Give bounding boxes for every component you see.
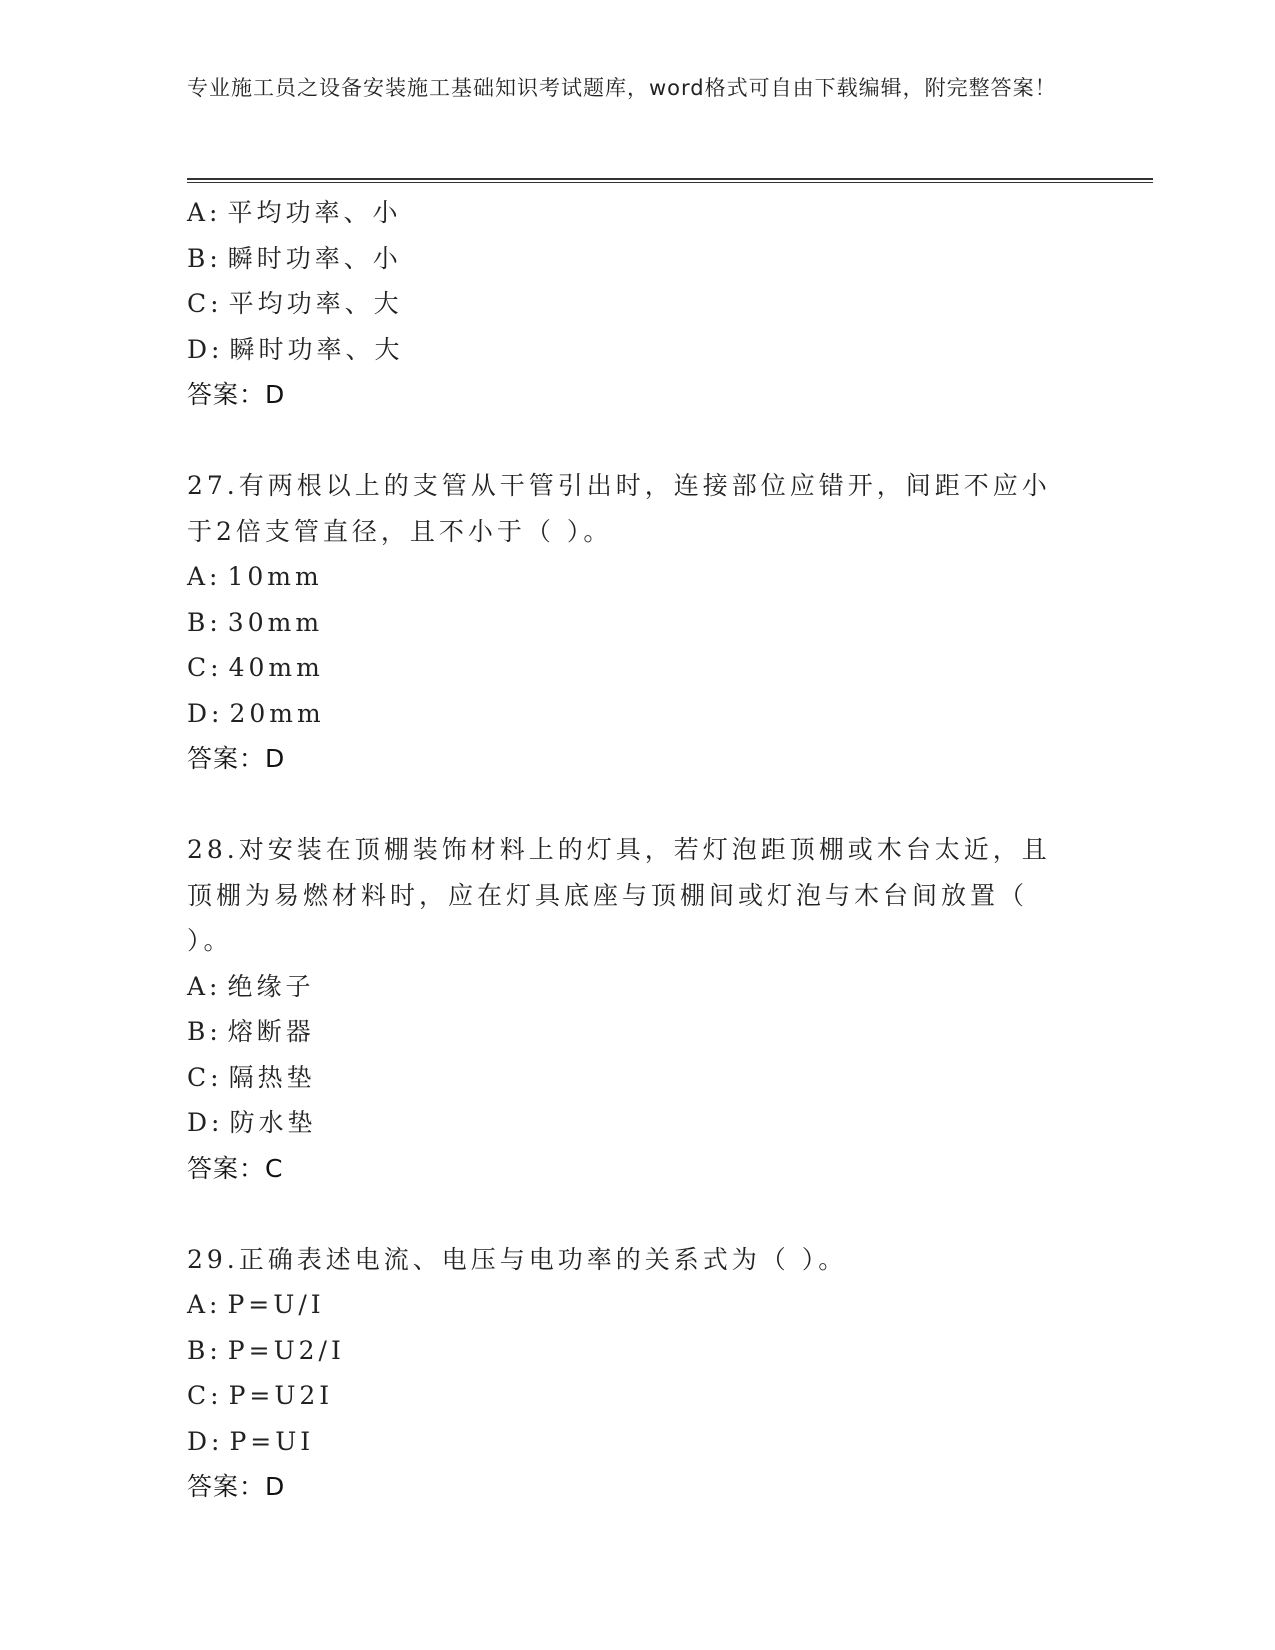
answer: 答案：C xyxy=(187,1153,284,1183)
option-b: B: 熔断器 xyxy=(187,1017,315,1046)
answer: 答案：D xyxy=(187,744,286,773)
question-stem: 28.对安装在顶棚装饰材料上的灯具，若灯泡距顶棚或木台太近，且顶棚为易燃材料时，应在灯具底座与顶棚间或灯泡与木台间放置（ ）。 xyxy=(187,835,1051,955)
answer: 答案：D xyxy=(187,1472,286,1501)
option-d: D: P=UI xyxy=(187,1426,315,1456)
document-header: 专业施工员之设备安装施工基础知识考试题库，word格式可自由下载编辑，附完整答案！ xyxy=(187,76,1057,100)
option-a: A: P=U/I xyxy=(187,1290,325,1319)
option-d: D: 20mm xyxy=(187,698,325,728)
option-c: C: 平均功率、大 xyxy=(187,289,403,318)
answer: 答案：D xyxy=(187,380,286,409)
option-b: B: 瞬时功率、小 xyxy=(187,243,402,273)
question-26-continued xyxy=(187,190,1087,418)
question-list xyxy=(187,190,1087,1510)
option-c: C: 40mm xyxy=(187,653,324,682)
question-29 xyxy=(187,1237,1087,1510)
option-d: D: 瞬时功率、大 xyxy=(187,334,404,364)
option-c: C: 隔热垫 xyxy=(187,1062,316,1092)
option-a: A: 10mm xyxy=(187,562,323,591)
option-b: B: 30mm xyxy=(187,607,324,637)
question-stem: 29.正确表述电流、电压与电功率的关系式为（ ）。 xyxy=(187,1244,848,1274)
question-28 xyxy=(187,827,1087,1191)
option-b: B: P=U2/I xyxy=(187,1335,345,1365)
option-a: A: 平均功率、小 xyxy=(187,198,402,227)
option-d: D: 防水垫 xyxy=(187,1108,317,1137)
question-stem: 27.有两根以上的支管从干管引出时，连接部位应错开，间距不应小于2倍支管直径，且不小于（ ）。 xyxy=(187,471,1051,546)
header-divider xyxy=(187,178,1153,183)
option-a: A: 绝缘子 xyxy=(187,971,315,1001)
question-27 xyxy=(187,463,1087,782)
option-c: C: P=U2I xyxy=(187,1381,334,1410)
